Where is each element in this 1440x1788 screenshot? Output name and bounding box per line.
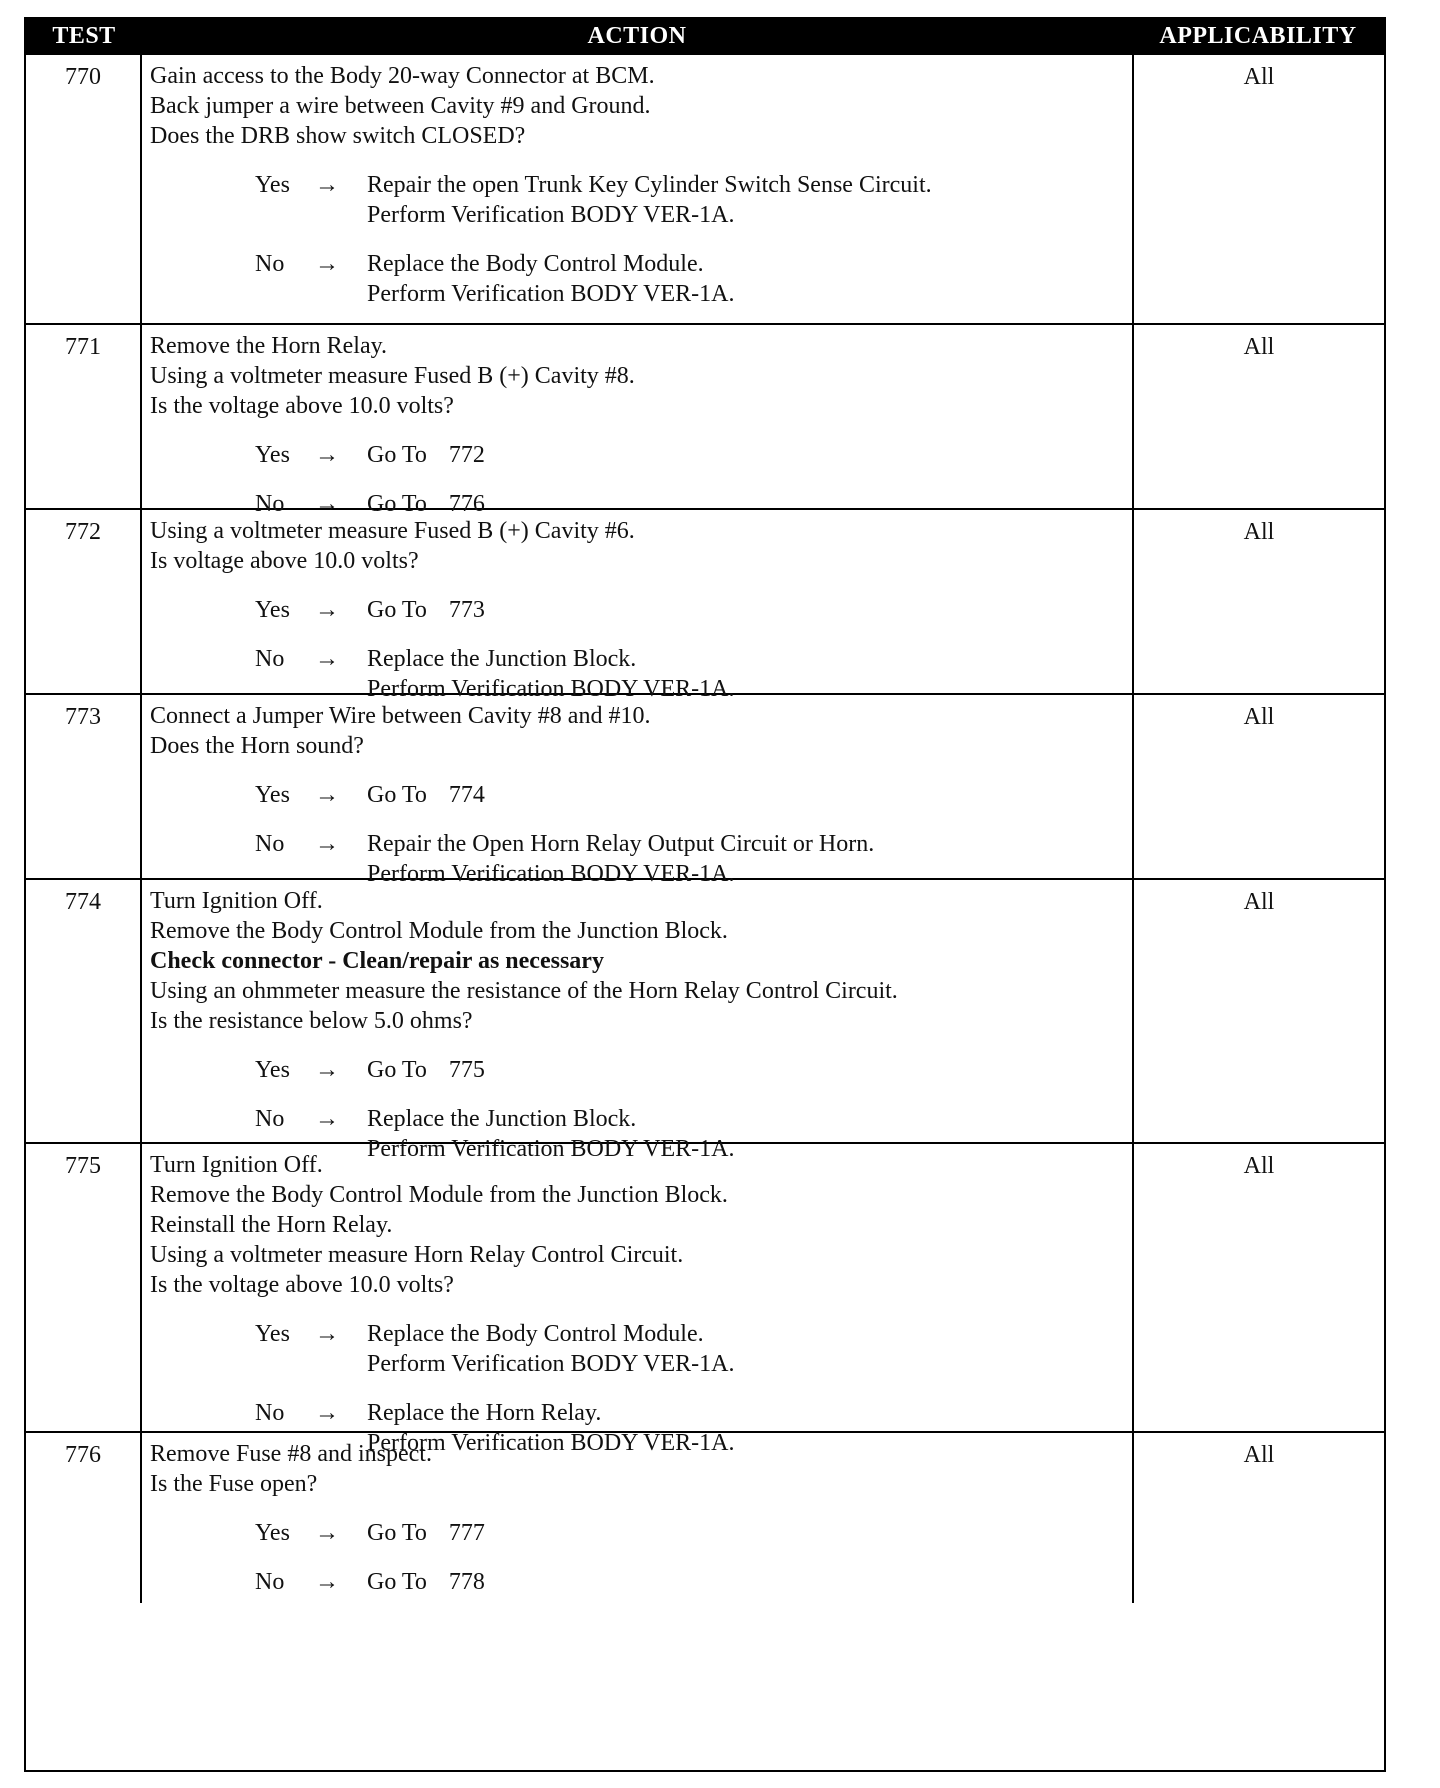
answer-label: Yes — [255, 172, 290, 198]
action-cell — [142, 880, 1132, 1162]
answer-result — [367, 1518, 1124, 1548]
result-line: Replace the Horn Relay. — [367, 1400, 602, 1426]
answer-label: No — [255, 646, 285, 672]
answer-label: Yes — [255, 442, 290, 468]
result-line: Replace the Junction Block. — [367, 1106, 637, 1132]
answer-branch — [255, 595, 1124, 625]
action-step: Is the Fuse open? — [150, 1471, 318, 1497]
answer-label: Yes — [255, 1321, 290, 1347]
goto-label: Go To — [367, 442, 427, 468]
goto-label: Go To — [367, 491, 427, 517]
action-step: Is the resistance below 5.0 ohms? — [150, 1008, 473, 1034]
header-applicability: APPLICABILITY — [1159, 22, 1357, 49]
arrow-icon: → — [315, 172, 339, 198]
arrow-icon: → — [315, 646, 339, 672]
result-line: Perform Verification BODY VER-1A. — [367, 861, 735, 887]
action-step: Back jumper a wire between Cavity #9 and Ground. — [150, 93, 651, 119]
result-line: Perform Verification BODY VER-1A. — [367, 676, 735, 702]
applicability: All — [1132, 510, 1384, 693]
result-line: Replace the Junction Block. — [367, 646, 637, 672]
answer-branch — [255, 1518, 1124, 1548]
arrow-icon: → — [315, 1520, 339, 1546]
result-line: Replace the Body Control Module. — [367, 1321, 704, 1347]
goto-test-number: 778 — [448, 1569, 485, 1595]
goto-test-number: 776 — [448, 491, 485, 517]
answer-branch — [255, 440, 1124, 470]
applicability: All — [1132, 325, 1384, 508]
answer-label: No — [255, 1106, 285, 1132]
action-step: Remove the Horn Relay. — [150, 333, 388, 359]
table-header — [26, 19, 1384, 53]
answer-label: No — [255, 1569, 285, 1595]
answer-label: Yes — [255, 782, 290, 808]
answer-result — [367, 595, 1124, 625]
goto-test-number: 774 — [448, 782, 485, 808]
action-step: Does the DRB show switch CLOSED? — [150, 123, 526, 149]
table-row — [26, 323, 1384, 517]
action-step: Using a voltmeter measure Fused B (+) Cavity #8. — [150, 363, 635, 389]
test-number: 776 — [26, 1433, 142, 1603]
action-step: Check connector - Clean/repair as necessary — [150, 948, 604, 974]
result-line: Perform Verification BODY VER-1A. — [367, 1136, 735, 1162]
arrow-icon: → — [315, 491, 339, 517]
action-cell — [142, 695, 1132, 887]
table-row — [26, 1431, 1384, 1603]
test-number: 772 — [26, 510, 142, 693]
answer-label: Yes — [255, 1057, 290, 1083]
answer-label: Yes — [255, 597, 290, 623]
answer-label: No — [255, 491, 285, 517]
arrow-icon: → — [315, 442, 339, 468]
action-step: Is the voltage above 10.0 volts? — [150, 1272, 454, 1298]
answer-result — [367, 249, 1124, 309]
action-step: Remove the Body Control Module from the Junction Block. — [150, 918, 728, 944]
answer-branch — [255, 170, 1124, 230]
action-step: Remove Fuse #8 and inspect. — [150, 1441, 432, 1467]
arrow-icon: → — [315, 1321, 339, 1347]
arrow-icon: → — [315, 251, 339, 277]
table-body — [26, 53, 1384, 1603]
arrow-icon: → — [315, 831, 339, 857]
result-line: Perform Verification BODY VER-1A. — [367, 202, 735, 228]
answer-result — [367, 1319, 1124, 1379]
action-step: Using an ohmmeter measure the resistance of the Horn Relay Control Circuit. — [150, 978, 898, 1004]
goto-test-number: 775 — [448, 1057, 485, 1083]
goto-label: Go To — [367, 597, 427, 623]
action-cell — [142, 55, 1132, 323]
answer-result — [367, 170, 1124, 230]
goto-label: Go To — [367, 1520, 427, 1546]
result-line: Perform Verification BODY VER-1A. — [367, 281, 735, 307]
action-step: Gain access to the Body 20-way Connector at BCM. — [150, 63, 655, 89]
action-step: Using a voltmeter measure Fused B (+) Cavity #6. — [150, 518, 635, 544]
answer-branch — [255, 1055, 1124, 1085]
answer-label: Yes — [255, 1520, 290, 1546]
table-row — [26, 693, 1384, 887]
action-cell — [142, 325, 1132, 517]
answer-branch — [255, 249, 1124, 309]
applicability: All — [1132, 880, 1384, 1142]
answer-branch — [255, 1567, 1124, 1597]
answer-branch — [255, 1319, 1124, 1379]
arrow-icon: → — [315, 1106, 339, 1132]
test-number: 775 — [26, 1144, 142, 1431]
table-row — [26, 53, 1384, 323]
table-row — [26, 508, 1384, 702]
answer-result — [367, 1567, 1124, 1597]
test-number: 773 — [26, 695, 142, 878]
goto-label: Go To — [367, 1569, 427, 1595]
answer-label: No — [255, 831, 285, 857]
goto-test-number: 777 — [448, 1520, 485, 1546]
answer-result — [367, 1055, 1124, 1085]
header-action: ACTION — [142, 19, 1132, 53]
action-step: Does the Horn sound? — [150, 733, 364, 759]
test-number: 771 — [26, 325, 142, 508]
action-cell — [142, 1433, 1132, 1603]
table-row — [26, 878, 1384, 1162]
applicability: All — [1132, 1433, 1384, 1603]
arrow-icon: → — [315, 782, 339, 808]
answer-result — [367, 780, 1124, 810]
action-cell — [142, 510, 1132, 702]
arrow-icon: → — [315, 1057, 339, 1083]
answer-branch — [255, 780, 1124, 810]
result-line: Repair the Open Horn Relay Output Circuit or Horn. — [367, 831, 875, 857]
action-step: Connect a Jumper Wire between Cavity #8 and #10. — [150, 703, 651, 729]
action-step: Reinstall the Horn Relay. — [150, 1212, 393, 1238]
answer-label: No — [255, 251, 285, 277]
action-step: Turn Ignition Off. — [150, 1152, 323, 1178]
applicability: All — [1132, 1144, 1384, 1431]
result-line: Replace the Body Control Module. — [367, 251, 704, 277]
arrow-icon: → — [315, 1400, 339, 1426]
result-line: Perform Verification BODY VER-1A. — [367, 1430, 735, 1456]
arrow-icon: → — [315, 597, 339, 623]
goto-test-number: 773 — [448, 597, 485, 623]
arrow-icon: → — [315, 1569, 339, 1595]
applicability: All — [1132, 695, 1384, 878]
result-line: Repair the open Trunk Key Cylinder Switch Sense Circuit. — [367, 172, 932, 198]
action-step: Using a voltmeter measure Horn Relay Control Circuit. — [150, 1242, 684, 1268]
answer-result — [367, 440, 1124, 470]
answer-label: No — [255, 1400, 285, 1426]
action-step: Is the voltage above 10.0 volts? — [150, 393, 454, 419]
action-step: Turn Ignition Off. — [150, 888, 323, 914]
goto-label: Go To — [367, 782, 427, 808]
header-test: TEST — [52, 22, 116, 49]
action-step: Remove the Body Control Module from the Junction Block. — [150, 1182, 728, 1208]
test-number: 770 — [26, 55, 142, 323]
action-step: Is voltage above 10.0 volts? — [150, 548, 419, 574]
result-line: Perform Verification BODY VER-1A. — [367, 1351, 735, 1377]
applicability: All — [1132, 55, 1384, 323]
test-number: 774 — [26, 880, 142, 1142]
goto-test-number: 772 — [448, 442, 485, 468]
goto-label: Go To — [367, 1057, 427, 1083]
diagnostic-table — [24, 17, 1386, 1772]
